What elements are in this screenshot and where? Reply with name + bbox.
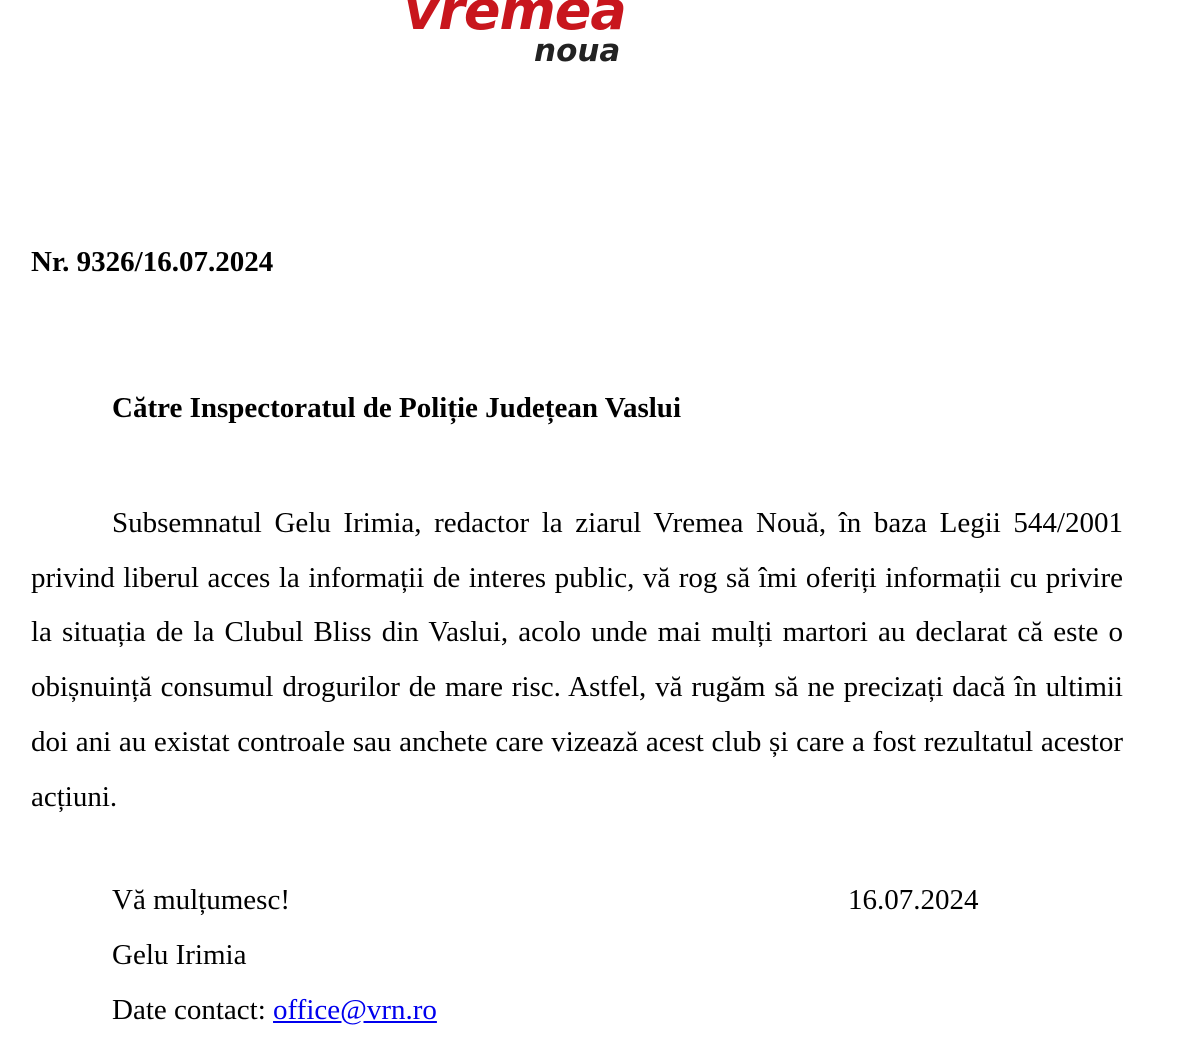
- addressee-heading: Către Inspectoratul de Poliție Județean Vaslui: [112, 392, 681, 424]
- newspaper-logo: [400, 0, 650, 74]
- registration-number: Nr. 9326/16.07.2024: [31, 246, 274, 278]
- contact-label: Date contact:: [112, 994, 274, 1026]
- contact-line: [112, 992, 437, 1028]
- signature-name: Gelu Irimia: [112, 939, 247, 971]
- logo-vremea-text: vremea: [404, 0, 626, 42]
- letter-date: 16.07.2024: [848, 884, 979, 916]
- contact-email-link[interactable]: office@vrn.ro: [273, 994, 437, 1026]
- logo-noua-text: noua: [534, 33, 621, 69]
- request-body-paragraph: Subsemnatul Gelu Irimia, redactor la ziarul Vremea Nouă, în baza Legii 544/2001 privind liberul acces la informații de interes public, vă rog să îmi oferiți informații cu privire la situația de la Clubul Bliss din Vaslui, acolo unde mai mulți martori au declarat că este o obișnuință consumul drogurilor de mare risc. Astfel, vă rugăm să ne precizați dacă în ultimii doi ani au existat controale sau anchete care vizează acest club și care a fost rezultatul acestor acțiuni.: [31, 507, 1123, 813]
- closing-thanks: Vă mulțumesc!: [112, 884, 290, 916]
